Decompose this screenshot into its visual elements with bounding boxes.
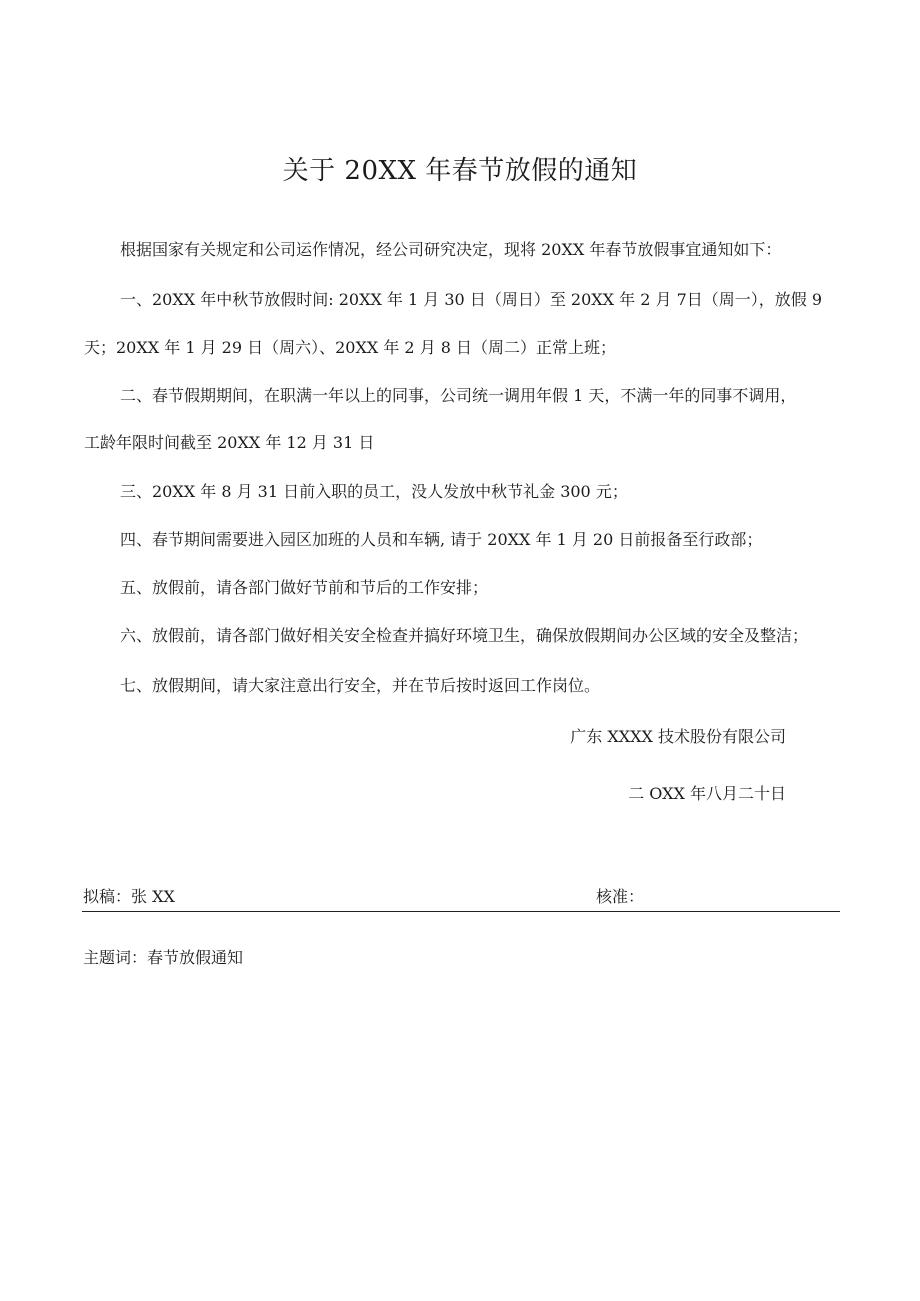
approver-label: 核准： xyxy=(596,887,645,906)
item-4: 四、春节期间需要进入园区加班的人员和车辆, 请于 20XX 年 1 月 20 日前报备至行政部； xyxy=(120,530,763,549)
item-6: 六、放假前，请各部门做好相关安全检查并搞好环境卫生，确保放假期间办公区域的安全及整洁； xyxy=(120,626,809,645)
item-5: 五、放假前，请各部门做好节前和节后的工作安排； xyxy=(120,578,489,597)
item-1-line-2: 天；20XX 年 1 月 29 日（周六）、20XX 年 2 月 8 日（周二）正常上班； xyxy=(84,338,617,357)
signature-company: 广东 XXXX 技术股份有限公司 xyxy=(570,727,786,746)
subject-keywords: 主题词：春节放假通知 xyxy=(83,948,244,967)
signature-date: 二 OXX 年八月二十日 xyxy=(628,784,786,803)
item-7: 七、放假期间，请大家注意出行安全，并在节后按时返回工作岗位。 xyxy=(120,676,601,695)
drafter-label: 拟稿：张 XX xyxy=(83,887,175,906)
item-2-line-2: 工龄年限时间截至 20XX 年 12 月 31 日 xyxy=(84,433,375,452)
item-2-line-1: 二、春节假期期间，在职满一年以上的同事，公司统一调用年假 1 天，不满一年的同事不调用， xyxy=(120,386,797,405)
item-3: 三、20XX 年 8 月 31 日前入职的员工，没人发放中秋节礼金 300 元； xyxy=(120,482,628,501)
item-1-line-1: 一、20XX 年中秋节放假时间: 20XX 年 1 月 30 日（周日）至 20XX 年 2 月 7日（周一），放假 9 xyxy=(120,290,823,309)
document-title: 关于 20XX 年春节放假的通知 xyxy=(282,156,638,186)
footer-divider xyxy=(82,911,840,912)
intro-paragraph: 根据国家有关规定和公司运作情况，经公司研究决定，现将 20XX 年春节放假事宜通知如下： xyxy=(120,240,782,259)
